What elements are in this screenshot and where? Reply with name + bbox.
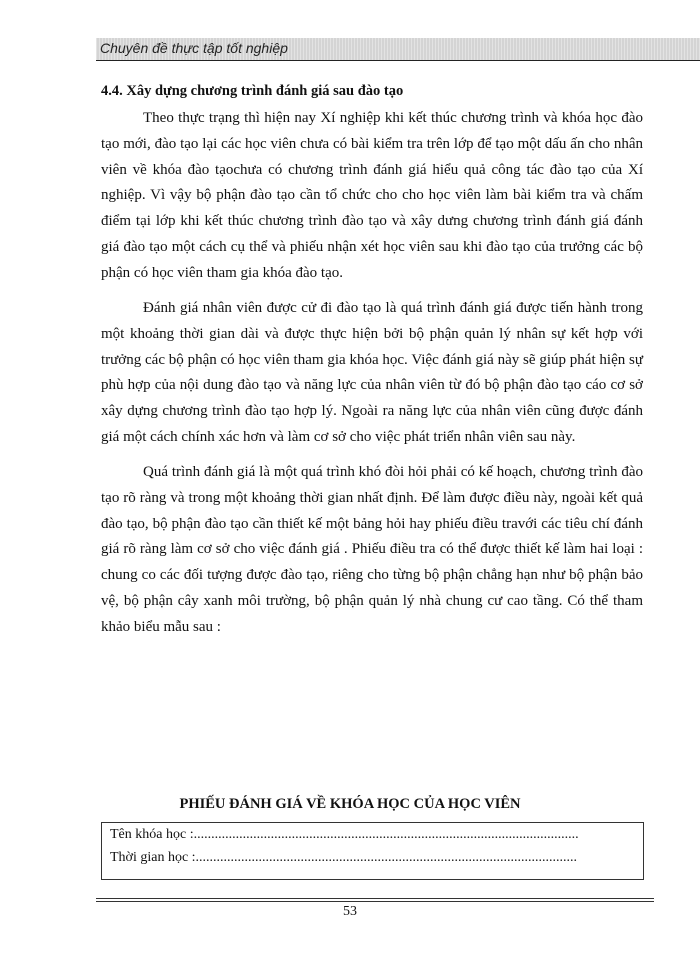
paragraph-text: Đánh giá nhân viên được cử đi đào tạo là quá trình đánh giá được tiến hành trong một khoảng thời gian dài và được thực hiện bởi bộ phận quản lý nhân sự kết hợp với trưởng các bộ phận có học viên tham gia khóa học. Việc đánh giá này sẽ giúp phát hiện sự phù hợp của nội dung đào tạo và năng lực của nhân viên từ đó bộ phận đào tạo cáo cơ sở xây dựng chương trình đào tạo hợp lý. Ngoài ra năng lực của nhân viên cũng được đánh giá một cách chính xác hơn và làm cơ sở cho việc phát triển nhân viên sau này. — [101, 300, 643, 445]
page-number: 53 — [343, 904, 357, 919]
running-header-title: Chuyên đề thực tập tốt nghiệp — [100, 40, 288, 56]
section-heading: 4.4. Xây dựng chương trình đánh giá sau đào tạo — [101, 83, 404, 99]
footer-rule — [96, 898, 654, 899]
body-paragraph-3 — [101, 460, 643, 641]
evaluation-form-box — [101, 822, 644, 880]
paragraph-text: Theo thực trạng thì hiện nay Xí nghiệp khi kết thúc chương trình và khóa học đào tạo mới, đào tạo lại các học viên chưa có bài kiểm tra trên lớp để tạo một dấu ấn cho nhân viên về khóa đào tạochưa có chương trình đánh giá hiểu quả công tác đào tạo của Xí nghiệp. Vì vậy bộ phận đào tạo cần tổ chức cho cho học viên làm bài kiểm tra và chấm điểm tại lớp khi kết thúc chương trình đào tạo và xây dưng chương trình đánh giá đánh giá đào tạo một cách cụ thể và phiếu nhận xét học viên sau khi đào tạo của trưởng các bộ phận có học viên tham gia khóa đào tạo. — [101, 110, 643, 281]
body-paragraph-1 — [101, 106, 643, 287]
body-paragraph-2 — [101, 296, 643, 451]
paragraph-text: Quá trình đánh giá là một quá trình khó đòi hỏi phải có kế hoạch, chương trình đào tạo rõ ràng và trong một khoảng thời gian nhất định. Để làm được điều này, ngoài kết quả đào tạo, bộ phận đào tạo cần thiết kế một bảng hỏi hay phiếu điều travới các tiêu chí đánh giá rõ ràng làm cơ sở cho việc đánh giá . Phiếu điều tra có thể được thiết kế làm hai loại : chung co các đối tượng được đào tạo, riêng cho từng bộ phận chẳng hạn như bộ phận bảo vệ, bộ phận cây xanh môi trường, bộ phận quản lý nhà chung cư cao tầng. Có thể tham khảo biểu mẫu sau : — [101, 464, 643, 635]
course-name-field: Tên khóa học :.............................................................................................................. — [110, 827, 579, 842]
evaluation-form-title: PHIẾU ĐÁNH GIÁ VỀ KHÓA HỌC CỦA HỌC VIÊN — [179, 796, 521, 812]
course-time-field: Thời gian học :............................................................................................................. — [110, 850, 578, 865]
footer-rule — [96, 901, 654, 902]
